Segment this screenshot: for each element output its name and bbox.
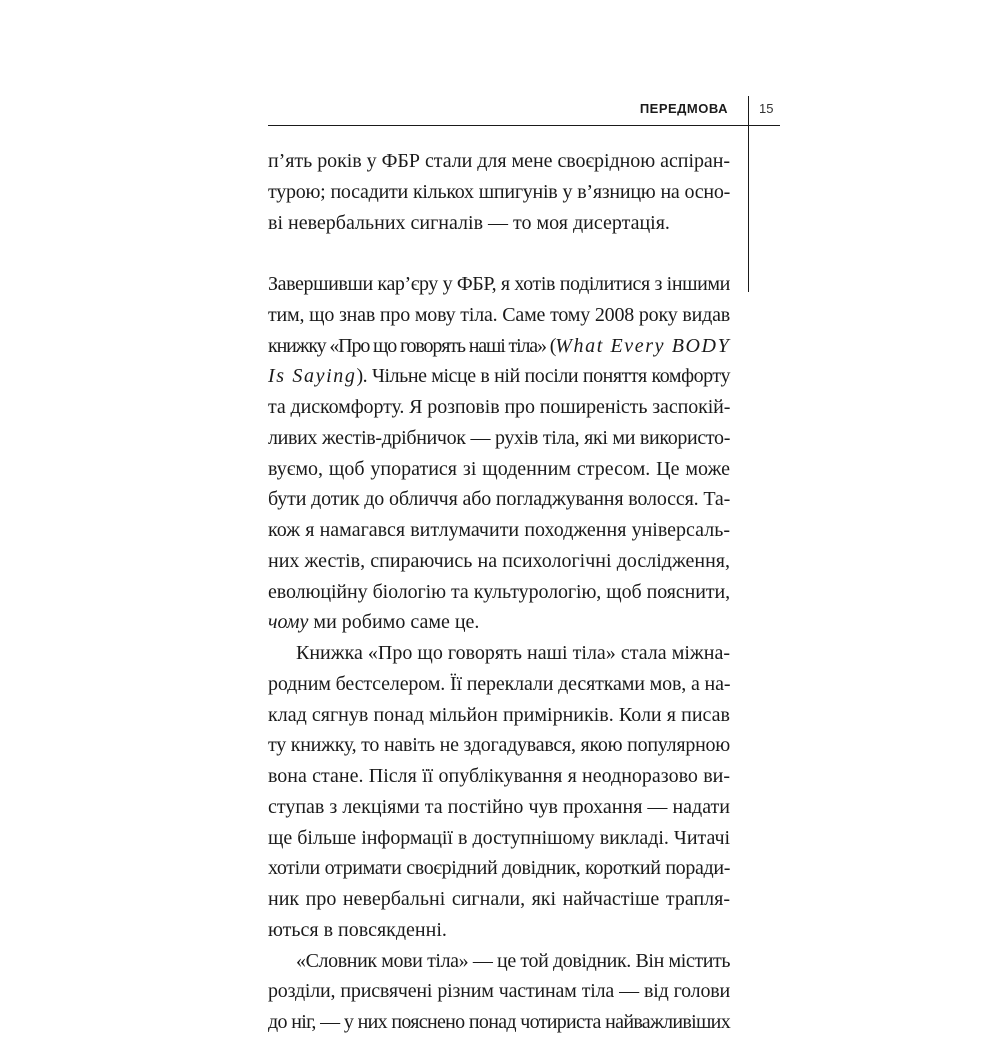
text-line: ник про невербальні сигнали, які найчастіше трапля- (268, 888, 730, 910)
text-line: ту книжку, то навіть не здогадувався, якою популярною (268, 734, 730, 757)
text-line: хотіли отримати своєрідний довідник, короткий поради- (268, 857, 730, 880)
emphasis-italic: чому (268, 611, 309, 634)
text-line: тим, що знав про мову тіла. Саме тому 2008 року видав (268, 303, 730, 326)
text-line: розділи, присвячені різним частинам тіла — від голови (268, 980, 730, 1003)
text-line: ступав з лекціями та постійно чув прохання — надати (268, 795, 730, 818)
text-line (268, 361, 730, 392)
text-line: до ніг, — у них пояснено понад чотириста найважливіших (268, 1011, 730, 1033)
text-run: ). Чільне місце в ній посіли поняття комфорту (356, 365, 730, 388)
text-line: бути дотик до обличчя або погладжування волосся. Та- (268, 488, 731, 511)
text-line: п’ять років у ФБР стали для мене своєрідною аспіран- (268, 150, 730, 172)
paragraph-gap (268, 238, 730, 269)
text-run: книжку «Про що говорять наші тіла» ( (268, 334, 556, 357)
body-text (268, 146, 730, 1038)
text-line: «Словник мови тіла» — це той довідник. Він містить (296, 949, 731, 972)
running-head: ПЕРЕДМОВА (639, 101, 728, 116)
text-line: родним бестселером. Її переклали десятками мов, а на- (268, 672, 731, 695)
text-line: турою; посадити кількох шпигунів у в’язницю на осно- (268, 180, 730, 203)
text-line: Книжка «Про що говорять наші тіла» стала міжна- (296, 642, 730, 664)
book-title-italic: Is Saying (268, 365, 357, 388)
text-run: ми робимо саме це. (308, 611, 480, 634)
page-number: 15 (759, 101, 774, 116)
text-line: ються в повсякденні. (268, 918, 447, 941)
book-title-italic: What Every BODY (555, 334, 731, 357)
text-line: Завершивши кар’єру у ФБР, я хотів поділитися з іншими (268, 273, 730, 295)
margin-rule (748, 96, 749, 292)
text-line: ві невербальних сигналів — то моя дисертація. (268, 211, 670, 234)
text-line: клад сягнув понад мільйон примірників. Коли я писав (268, 703, 730, 726)
text-line (268, 607, 730, 638)
text-line: вуємо, щоб упоратися зі щоденним стресом. Це може (268, 457, 730, 480)
text-line: вона стане. Після її опублікування я неодноразово ви- (268, 765, 730, 787)
text-line: ще більше інформації в доступнішому викладі. Читачі (268, 826, 730, 849)
text-line (268, 331, 730, 362)
header-rule (268, 125, 780, 126)
text-line: них жестів, спираючись на психологічні дослідження, (268, 549, 730, 572)
text-line: еволюційну біологію та культурологію, щоб пояснити, (268, 580, 730, 603)
text-line: та дискомфорту. Я розповів про поширеність заспокій- (268, 396, 731, 418)
text-line: кож я намагався витлумачити походження універсаль- (268, 519, 730, 541)
text-line: ливих жестів-дрібничок — рухів тіла, які ми використо- (268, 426, 730, 449)
